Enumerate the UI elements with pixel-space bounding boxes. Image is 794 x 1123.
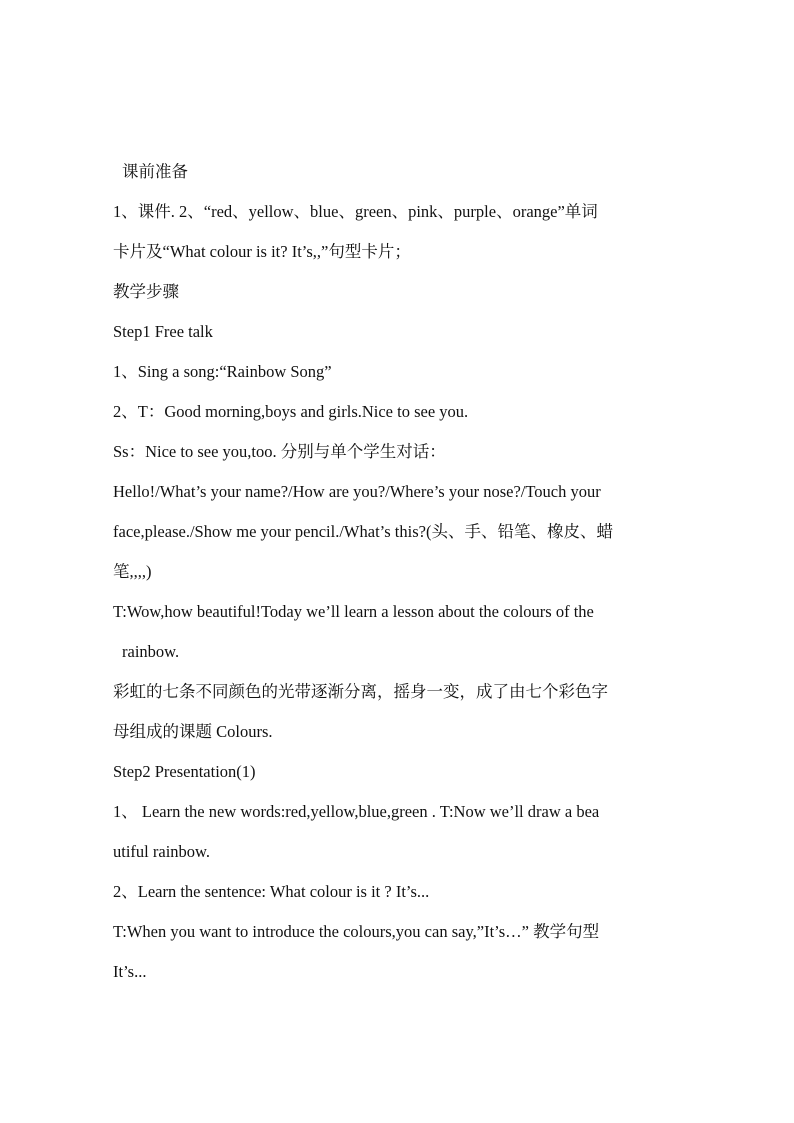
text-line: 2、T：Good morning,boys and girls.Nice to see you. (113, 402, 469, 421)
step2-heading: Step2 Presentation(1) (113, 762, 256, 781)
text-line: T:When you want to introduce the colours,you can say,”It’s…” 教学句型 (113, 922, 600, 941)
text-line: 笔,,,,) (113, 562, 152, 581)
text-line: 彩虹的七条不同颜色的光带逐渐分离，摇身一变，成了由七个彩色字 (113, 682, 608, 701)
text-line: Ss：Nice to see you,too. 分别与单个学生对话： (113, 442, 446, 461)
text-line: Hello!/What’s your name?/How are you?/Where’s your nose?/Touch your (113, 482, 601, 501)
step1-heading: Step1 Free talk (113, 322, 213, 341)
text-line: rainbow. (122, 642, 180, 661)
text-line: 1、 Learn the new words:red,yellow,blue,green . T:Now we’ll draw a bea (113, 802, 600, 821)
text-line: 1、课件. 2、“red、yellow、blue、green、pink、purple、orange”单词 (113, 202, 598, 221)
heading-teaching-steps: 教学步骤 (113, 282, 179, 301)
text-line: 卡片及“What colour is it? It’s,,”句型卡片； (113, 242, 411, 261)
text-line: 2、Learn the sentence: What colour is it ? It’s... (113, 882, 430, 901)
text-line: face,please./Show me your pencil./What’s this?(头、手、铅笔、橡皮、蜡 (113, 522, 613, 541)
text-line: utiful rainbow. (113, 842, 210, 861)
text-line: 1、Sing a song:“Rainbow Song” (113, 362, 332, 381)
text-line: 母组成的课题 Colours. (113, 722, 273, 741)
text-line: T:Wow,how beautiful!Today we’ll learn a lesson about the colours of the (113, 602, 594, 621)
text-line: It’s... (113, 962, 147, 981)
heading-preparation: 课前准备 (122, 162, 188, 181)
